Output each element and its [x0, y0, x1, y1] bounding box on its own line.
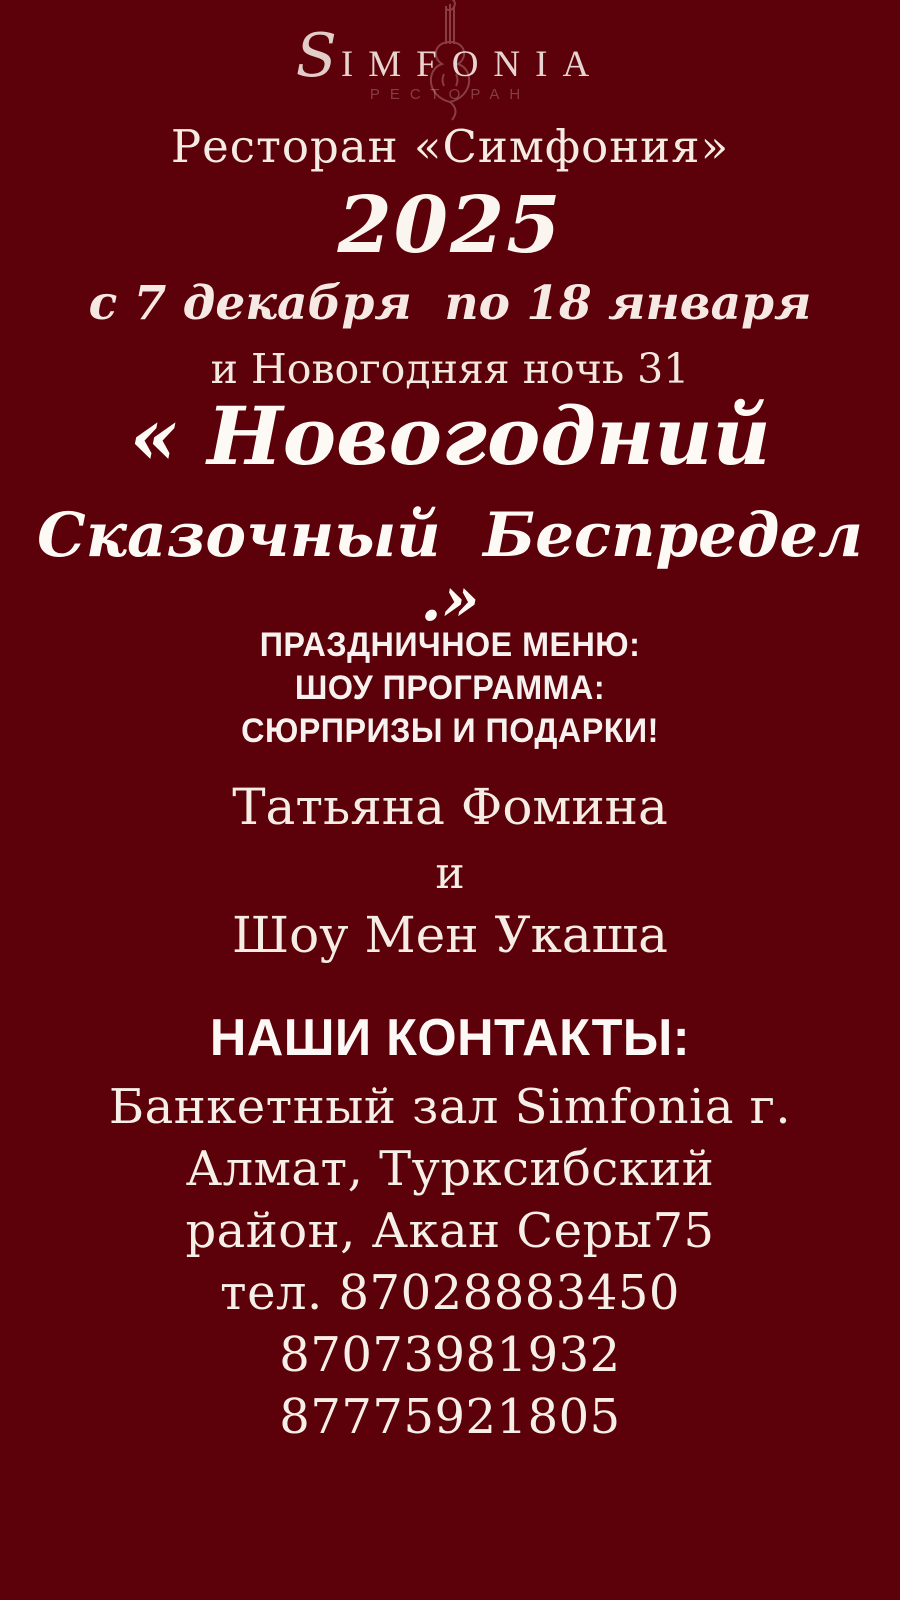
new-year-night-line: и Новогодняя ночь 31 [210, 345, 690, 393]
logo-name: IMFONIA [340, 44, 605, 85]
logo [0, 0, 900, 135]
phone-number: 87073981932 [279, 1327, 621, 1383]
feature-gifts: СЮРПРИЗЫ И ПОДАРКИ! [241, 712, 659, 750]
logo-wordmark [0, 21, 900, 91]
address-line: район, Акан Серы75 [185, 1203, 715, 1259]
performer-name-2: Шоу Мен Укаша [232, 906, 668, 964]
restaurant-name: Ресторан «Симфония» [170, 120, 730, 173]
contacts-block [0, 1076, 900, 1448]
address-line: Банкетный зал Simfonia г. [108, 1079, 792, 1135]
performers-conjunction: и [435, 848, 465, 899]
logo-script-s: S [295, 21, 337, 91]
feature-show: ШОУ ПРОГРАММА: [294, 669, 606, 707]
feature-menu: ПРАЗДНИЧНОЕ МЕНЮ: [259, 626, 641, 664]
phone-number: тел. 87028883450 [220, 1265, 680, 1321]
phone-number: 87775921805 [279, 1389, 621, 1445]
event-title-line2: Сказочный Беспредел .» [37, 500, 885, 636]
contacts-heading: НАШИ КОНТАКТЫ: [209, 1009, 691, 1067]
performer-name-1: Татьяна Фомина [232, 778, 668, 836]
logo-subtitle: РЕСТОРАН [369, 86, 531, 103]
address-line: Алмат, Турксибский [185, 1141, 715, 1197]
event-title-line1: « Новогодний [129, 389, 771, 483]
event-dates: с 7 декабря по 18 января [88, 276, 812, 331]
event-year: 2025 [337, 180, 563, 271]
features-list [23, 624, 878, 753]
